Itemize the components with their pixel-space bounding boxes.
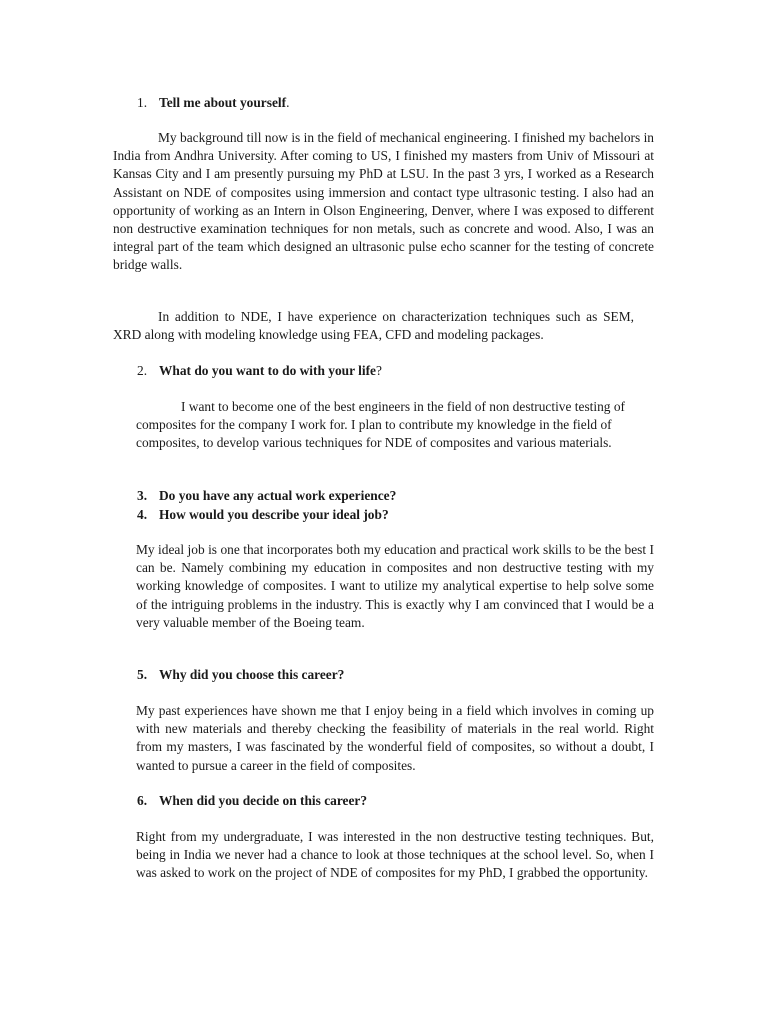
answer-5-paragraph: My past experiences have shown me that I enjoy being in a field which involves in coming up with new materials and thereby checking the feasibility of materials in the real world. Right from my masters, I was fascinated by the wonderful field of composites, so without a doubt, I wanted to pursue a career in the field of composites. — [136, 703, 654, 773]
question-4-heading — [137, 506, 389, 524]
question-number: 4. — [137, 507, 148, 522]
question-2-heading — [137, 362, 382, 380]
answer-1-paragraph-2: In addition to NDE, I have experience on characterization techniques such as SEM, XRD along with modeling knowledge using FEA, CFD and modeling packages. — [113, 309, 634, 343]
question-number: 1. — [137, 95, 148, 110]
answer-2-paragraph: I want to become one of the best engineers in the field of non destructive testing of composites for the company I work for. I plan to contribute my knowledge in the field of composites, to develop various techniques for NDE of composites and various materials. — [136, 399, 625, 451]
question-number: 5. — [137, 667, 148, 682]
question-text: Tell me about yourself — [159, 95, 287, 110]
question-punctuation: ? — [376, 363, 382, 378]
question-number: 3. — [137, 488, 148, 503]
answer-4-paragraph: My ideal job is one that incorporates both my education and practical work skills to be the best I can be. Namely combining my education in composites and non destructive testing with my working knowledge of composites. I want to utilize my analytical expertise to help solve some of the intriguing problems in the industry. This is exactly why I am convinced that I would be a very valuable member of the Boeing team. — [136, 542, 654, 630]
question-punctuation: . — [286, 95, 290, 110]
question-number: 6. — [137, 793, 148, 808]
question-text: Do you have any actual work experience? — [159, 488, 397, 503]
question-text: When did you decide on this career? — [159, 793, 368, 808]
question-text: Why did you choose this career? — [159, 667, 345, 682]
answer-1-paragraph-1: My background till now is in the field of mechanical engineering. I finished my bachelors in India from Andhra University. After coming to US, I finished my masters from Univ of Missouri at Kansas City and I am presently pursuing my PhD at LSU. In the past 3 yrs, I worked as a Research Assistant on NDE of composites using immersion and contact type ultrasonic testing. I also had an opportunity of working as an Intern in Olson Engineering, Denver, where I was exposed to different non destructive examination techniques for non metals, such as concrete and wood. Also, I was an integral part of the team which designed an ultrasonic pulse echo scanner for the testing of concrete bridge walls. — [113, 130, 654, 273]
question-3-heading — [137, 487, 396, 505]
answer-6-paragraph: Right from my undergraduate, I was interested in the non destructive testing techniques. But, being in India we never had a chance to look at those techniques at the school level. So, when I was asked to work on the project of NDE of composites for my PhD, I grabbed the opportunity. — [136, 829, 654, 881]
question-1-heading — [137, 94, 289, 112]
question-6-heading — [137, 792, 367, 810]
question-text: What do you want to do with your life — [159, 363, 377, 378]
question-text: How would you describe your ideal job? — [159, 507, 389, 522]
question-number: 2. — [137, 363, 148, 378]
question-5-heading — [137, 666, 344, 684]
